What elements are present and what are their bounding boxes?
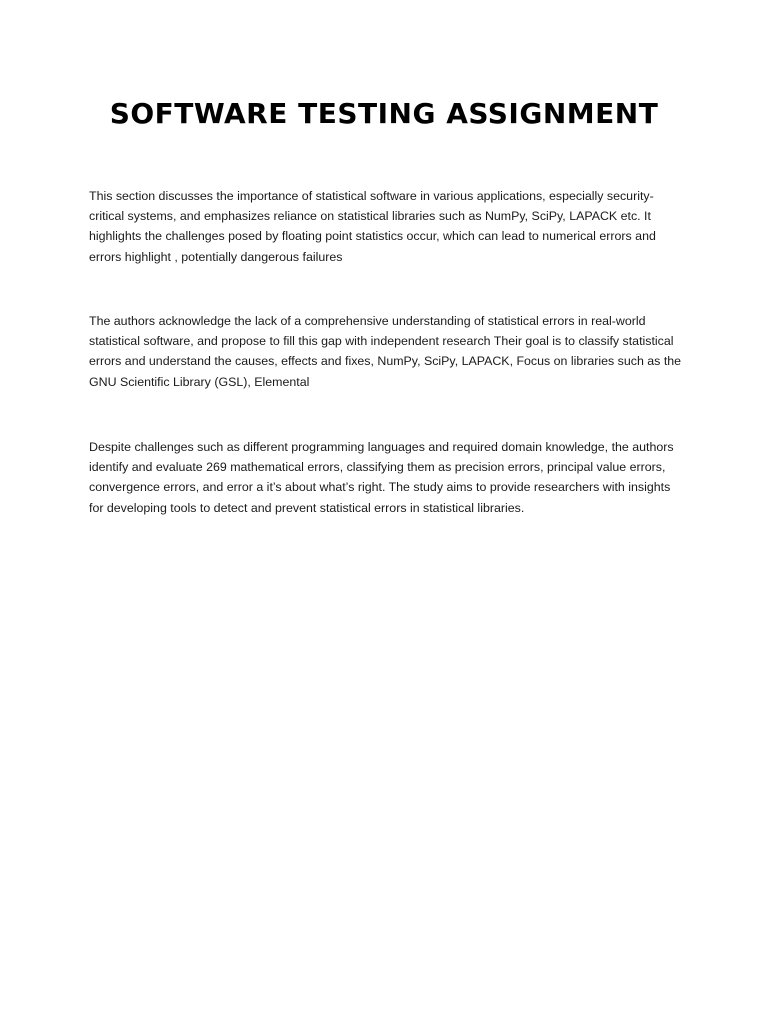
paragraph-introduction: This section discusses the importance of statistical software in various applications, especially security-critical systems, and emphasizes reliance on statistical libraries such as NumPy, SciPy, LAPACK etc. It highlights the challenges posed by floating point statistics occur, which can lead to numerical errors and errors highlight , potentially dangerous failures <box>89 189 656 264</box>
page-title: SOFTWARE TESTING ASSIGNMENT <box>109 97 659 130</box>
paragraph-findings: Despite challenges such as different programming languages and required domain knowledge, the authors identify and evaluate 269 mathematical errors, classifying them as precision errors, principal value errors, convergence errors, and error a it’s about what’s right. The study aims to provide researchers with insights for developing tools to detect and prevent statistical errors in statistical libraries. <box>89 440 674 515</box>
paragraph-research-gap: The authors acknowledge the lack of a comprehensive understanding of statistical errors in real-world statistical software, and propose to fill this gap with independent research Their goal is to classify statistical errors and understand the causes, effects and fixes, NumPy, SciPy, LAPACK, Focus on libraries such as the GNU Scientific Library (GSL), Elemental <box>89 314 682 389</box>
